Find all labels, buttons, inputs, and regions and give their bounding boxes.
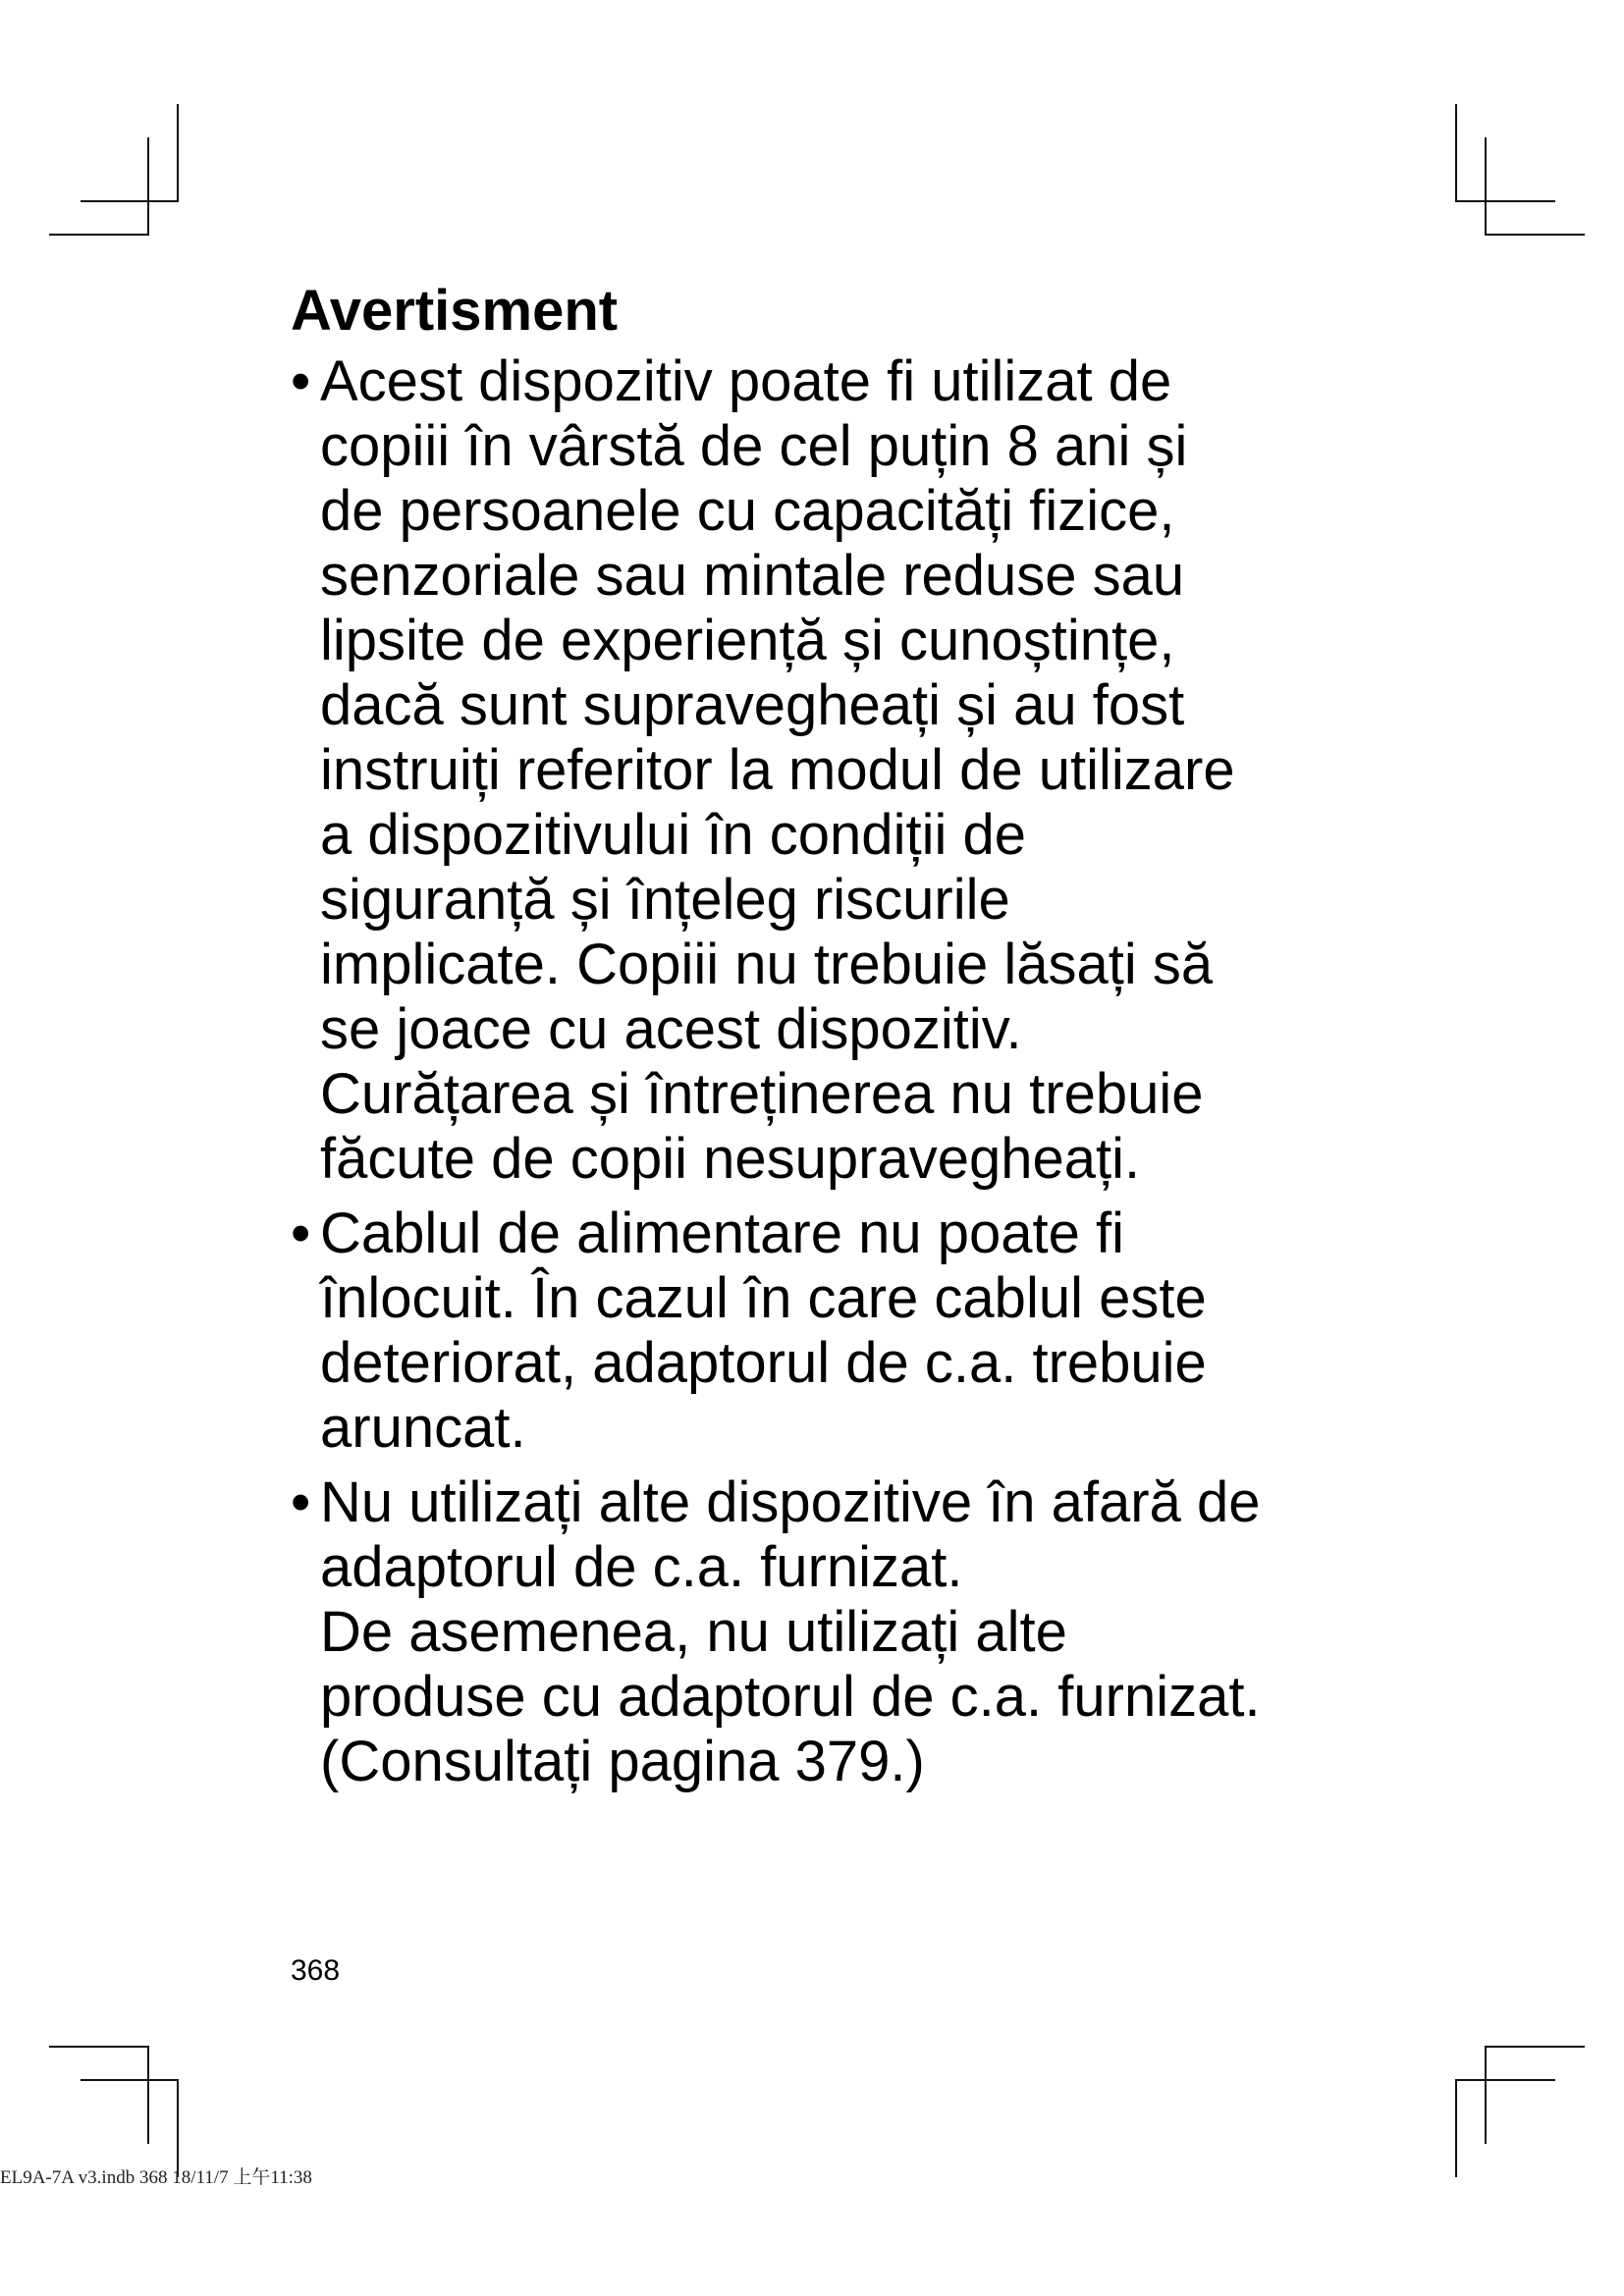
section-heading: Avertisment	[291, 279, 619, 343]
crop-mark	[1485, 2046, 1487, 2144]
crop-mark	[177, 2079, 179, 2177]
bullet-item-1-line: instruiți referitor la modul de utilizare	[320, 738, 1235, 802]
crop-mark	[49, 234, 147, 236]
bullet-item-1-line: implicate. Copiii nu trebuie lăsați să	[320, 933, 1214, 996]
bullet-icon: •	[291, 1470, 311, 1534]
bullet-item-3-line: De asemenea, nu utilizați alte	[320, 1600, 1067, 1664]
crop-mark	[1487, 234, 1585, 236]
bullet-item-3-line: produse cu adaptorul de c.a. furnizat.	[320, 1665, 1261, 1729]
bullet-item-1-line: siguranță și înțeleg riscurile	[320, 868, 1010, 932]
bullet-item-1-line: de persoanele cu capacități fizice,	[320, 479, 1175, 543]
bullet-item-2-line: înlocuit. În cazul în care cablul este	[320, 1266, 1207, 1330]
bullet-icon: •	[291, 1201, 311, 1265]
bullet-item-1-line: copiii în vârstă de cel puțin 8 ani și	[320, 414, 1188, 478]
bullet-item-1-line: a dispozitivului în condiții de	[320, 803, 1026, 867]
crop-mark	[81, 200, 179, 202]
bullet-item-3-line: (Consultați pagina 379.)	[320, 1730, 925, 1793]
bullet-text: Cablul de alimentare nu poate fi	[320, 1201, 1124, 1265]
bullet-item-3-line: adaptorul de c.a. furnizat.	[320, 1535, 963, 1599]
crop-mark	[147, 137, 149, 236]
crop-mark	[1457, 200, 1555, 202]
bullet-item-1-line: se joace cu acest dispozitiv.	[320, 997, 1022, 1061]
page-number: 368	[291, 1954, 341, 1987]
crop-mark	[1455, 104, 1457, 202]
crop-mark	[1485, 137, 1487, 236]
bullet-text: Nu utilizați alte dispozitive în afară de	[320, 1470, 1261, 1534]
bullet-item-1-line: lipsite de experiență și cunoștințe,	[320, 609, 1175, 672]
bullet-item-2-line-1	[291, 1201, 1124, 1266]
bullet-item-2-line: aruncat.	[320, 1396, 526, 1460]
crop-mark	[49, 2046, 147, 2048]
crop-mark	[1487, 2046, 1585, 2048]
bullet-item-1-line-1	[291, 349, 1171, 414]
bullet-item-2-line: deteriorat, adaptorul de c.a. trebuie	[320, 1331, 1207, 1395]
bullet-text: Acest dispozitiv poate fi utilizat de	[320, 349, 1172, 413]
crop-mark	[1457, 2079, 1555, 2081]
bullet-item-3-line-1	[291, 1470, 1261, 1535]
crop-mark	[177, 104, 179, 202]
crop-mark	[81, 2079, 179, 2081]
bullet-icon: •	[291, 349, 311, 413]
print-slug-footer: EL9A-7A v3.indb 368 18/11/7 上午11:38	[0, 2167, 312, 2188]
bullet-item-1-line: senzoriale sau mintale reduse sau	[320, 544, 1185, 608]
crop-mark	[147, 2046, 149, 2144]
bullet-item-1-line: făcute de copii nesupravegheați.	[320, 1127, 1141, 1191]
crop-mark	[1455, 2079, 1457, 2177]
bullet-item-1-line: dacă sunt supravegheați și au fost	[320, 673, 1185, 737]
bullet-item-1-line: Curățarea și întreținerea nu trebuie	[320, 1062, 1204, 1126]
